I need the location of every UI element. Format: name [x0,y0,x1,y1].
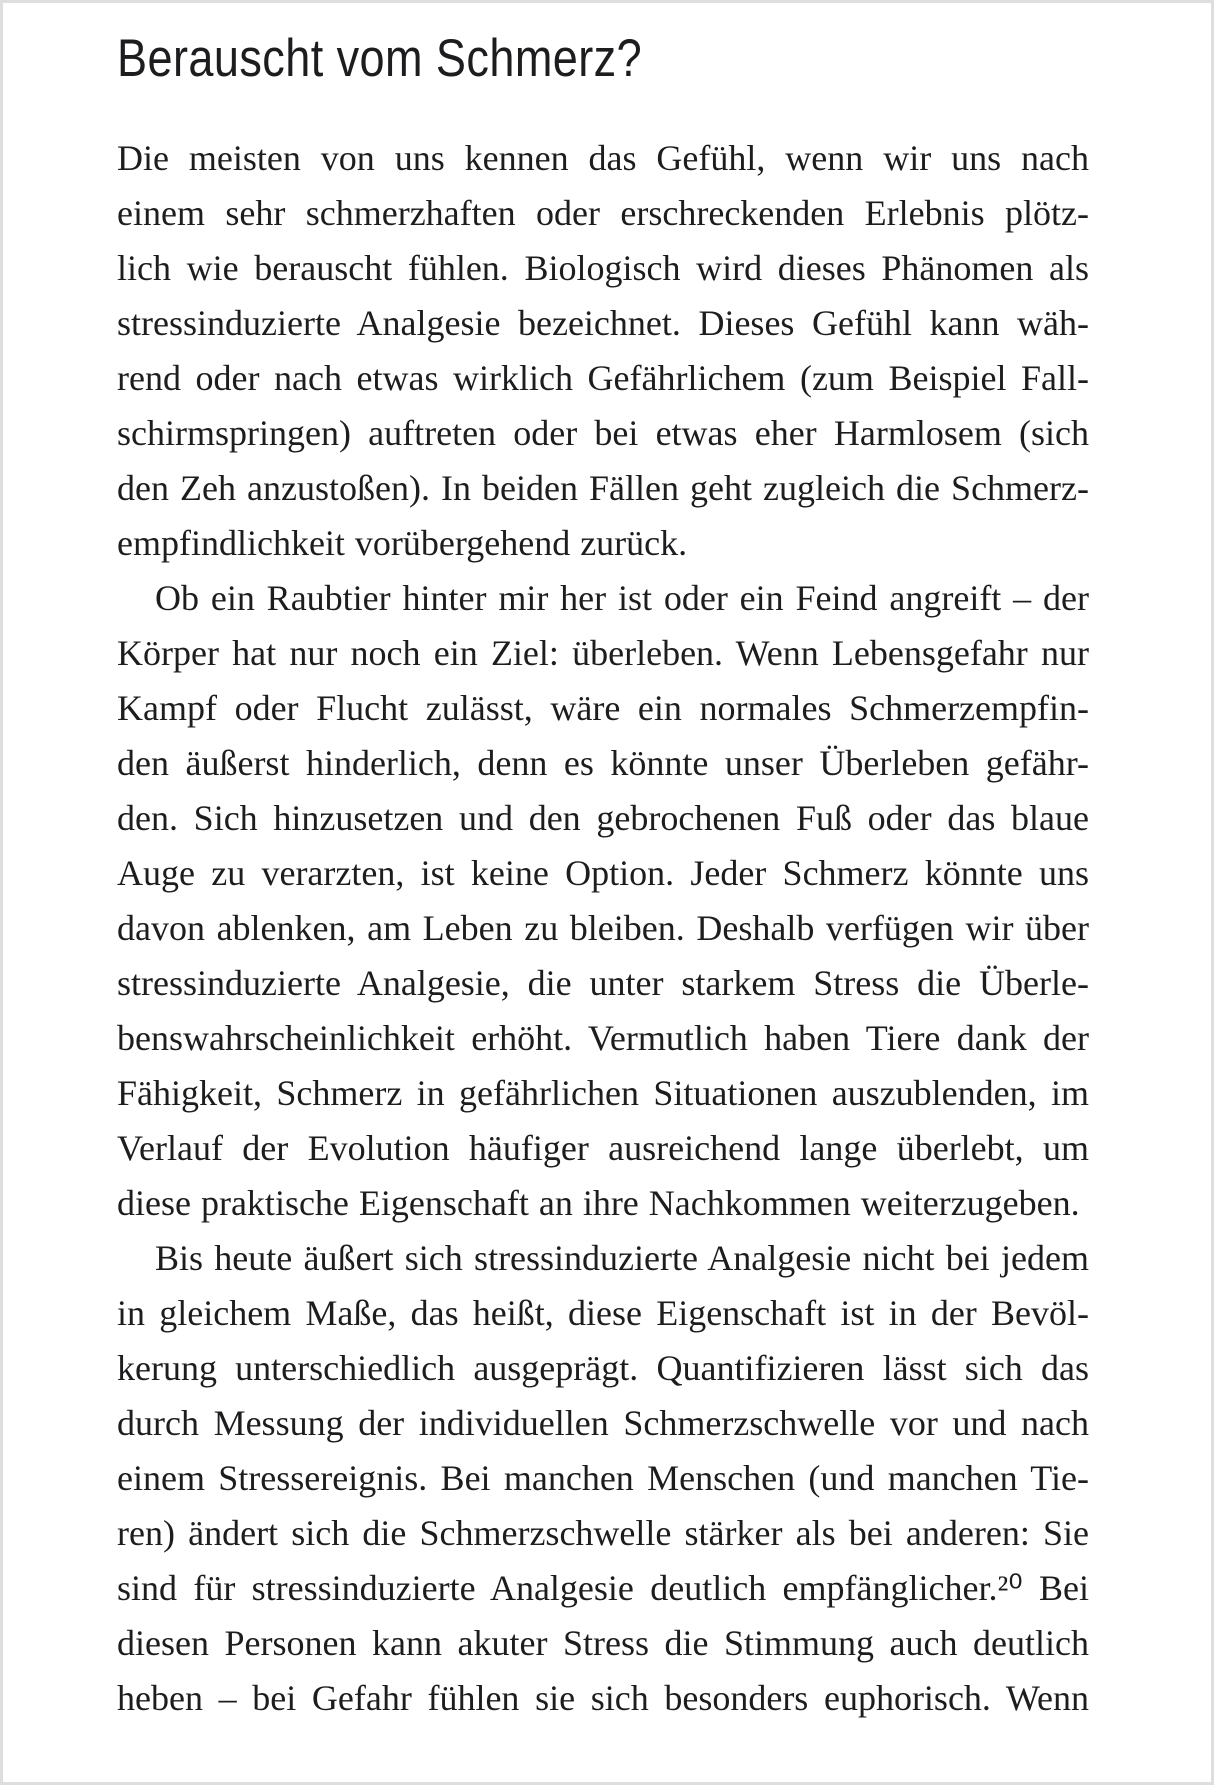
chapter-title: Berauscht vom Schmerz? [117,29,643,88]
text-line: den äußerst hinderlich, denn es könnte unser Überleben gefähr- [117,743,1089,783]
text-line: diese praktische Eigenschaft an ihre Nachkommen weiterzugeben. [117,1183,1080,1223]
body-text [117,131,1089,1726]
text-line: Fähigkeit, Schmerz in gefährlichen Situationen auszublenden, im [117,1073,1089,1113]
text-line: Bis heute äußert sich stressinduzierte Analgesie nicht bei jedem [155,1238,1089,1278]
text-line: in gleichem Maße, das heißt, diese Eigenschaft ist in der Bevöl- [117,1293,1089,1333]
text-line: kerung unterschiedlich ausgeprägt. Quantifizieren lässt sich das [117,1348,1089,1388]
text-line: davon ablenken, am Leben zu bleiben. Deshalb verfügen wir über [117,908,1089,948]
text-line: heben – bei Gefahr fühlen sie sich besonders euphorisch. Wenn [117,1678,1089,1718]
text-line: ren) ändert sich die Schmerzschwelle stärker als bei anderen: Sie [117,1513,1089,1553]
text-line: einem Stressereignis. Bei manchen Menschen (und manchen Tie- [117,1458,1089,1498]
text-line: den Zeh anzustoßen). In beiden Fällen geht zugleich die Schmerz- [117,468,1089,508]
text-line: Verlauf der Evolution häufiger ausreichend lange überlebt, um [117,1128,1089,1168]
text-line: diesen Personen kann akuter Stress die Stimmung auch deutlich [117,1623,1089,1663]
text-line: stressinduzierte Analgesie, die unter starkem Stress die Überle- [117,963,1089,1003]
paragraph [117,1231,1089,1726]
text-line: einem sehr schmerzhaften oder erschreckenden Erlebnis plötz- [117,193,1089,233]
text-line: stressinduzierte Analgesie bezeichnet. Dieses Gefühl kann wäh- [117,303,1089,343]
paragraph [117,131,1089,571]
text-line: Körper hat nur noch ein Ziel: überleben. Wenn Lebensgefahr nur [117,633,1089,673]
text-line: Kampf oder Flucht zulässt, wäre ein normales Schmerzempfin- [117,688,1089,728]
text-line: Ob ein Raubtier hinter mir her ist oder ein Feind angreift – der [155,578,1089,618]
text-line: benswahrscheinlichkeit erhöht. Vermutlich haben Tiere dank der [117,1018,1089,1058]
text-line: den. Sich hinzusetzen und den gebrochenen Fuß oder das blaue [117,798,1089,838]
paragraph [117,571,1089,1231]
text-line: empfindlichkeit vorübergehend zurück. [117,523,688,563]
text-line: lich wie berauscht fühlen. Biologisch wird dieses Phänomen als [117,248,1089,288]
text-line: sind für stressinduzierte Analgesie deutlich empfänglicher.²⁰ Bei [117,1568,1089,1608]
text-line: Auge zu verarzten, ist keine Option. Jeder Schmerz könnte uns [117,853,1089,893]
text-line: durch Messung der individuellen Schmerzschwelle vor und nach [117,1403,1089,1443]
text-line: rend oder nach etwas wirklich Gefährlichem (zum Beispiel Fall- [117,358,1089,398]
text-line: schirmspringen) auftreten oder bei etwas eher Harmlosem (sich [117,413,1089,453]
text-line: Die meisten von uns kennen das Gefühl, wenn wir uns nach [117,138,1089,178]
